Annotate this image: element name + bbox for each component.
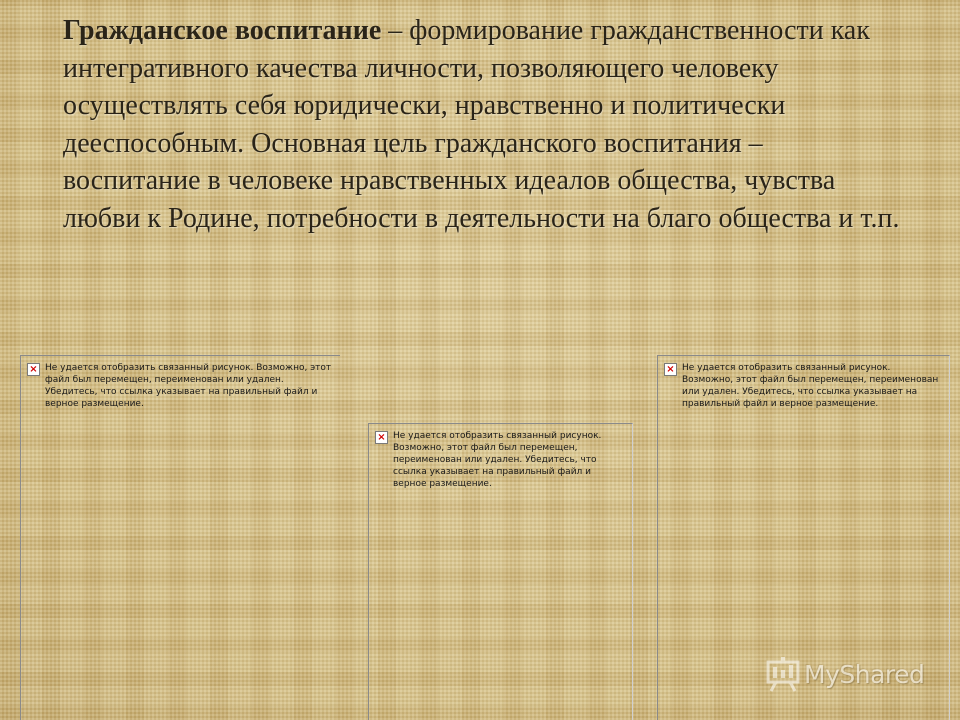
term-bold: Гражданское воспитание	[63, 15, 382, 46]
presentation-board-icon	[766, 656, 800, 692]
watermark-text: MyShared	[804, 659, 925, 689]
image-placeholder-center	[368, 423, 633, 720]
broken-image-icon: ×	[27, 363, 40, 376]
placeholder-message: Не удается отобразить связанный рисунок. Возможно, этот файл был перемещен, переименован или удален. Убедитесь, что ссылка указывает на правильный файл и верное размещение.	[393, 431, 602, 489]
slide-paragraph	[63, 12, 903, 237]
image-placeholder-left	[20, 355, 340, 720]
myshared-watermark	[766, 656, 924, 692]
broken-image-icon: ×	[664, 363, 677, 376]
term-definition: – формирование гражданственности как интегративного качества личности, позволяющего человеку осуществлять себя юридически, нравственно и политически дееспособным. Основная цель гражданского воспитания – воспитание в человеке нравственных идеалов общества, чувства любви к Родине, потребности в деятельности на благо общества и т.п.	[63, 15, 900, 234]
placeholder-message: Не удается отобразить связанный рисунок. Возможно, этот файл был перемещен, переименован или удален. Убедитесь, что ссылка указывает на правильный файл и верное размещение.	[682, 363, 939, 409]
broken-image-icon: ×	[375, 431, 388, 444]
placeholder-message: Не удается отобразить связанный рисунок. Возможно, этот файл был перемещен, переименован или удален. Убедитесь, что ссылка указывает на правильный файл и верное размещение.	[45, 363, 332, 409]
